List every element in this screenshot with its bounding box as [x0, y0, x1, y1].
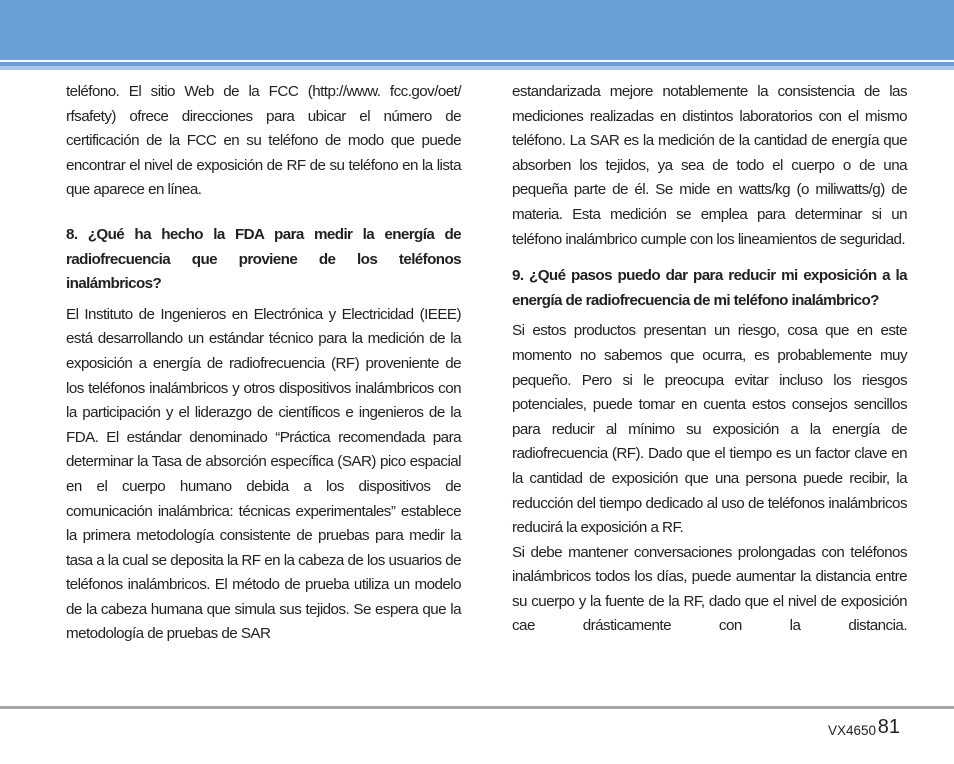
footer-rule	[0, 706, 954, 709]
question-9-heading: 9. ¿Qué pasos puedo dar para reducir mi exposición a la energía de radiofrecuencia de mi teléfono inalámbrico?	[512, 267, 907, 309]
page-number: 81	[877, 716, 900, 738]
header-stripe-light	[0, 66, 954, 70]
question-9-body: Si estos productos presentan un riesgo, cosa que en este momento no sabemos que ocurra, es probablemente muy pequeño. Pero si le preocupa evitar incluso los riesgos potenciales, puede tomar en cuenta estos consejos sencillos para reducir al mínimo su exposición a la energía de radiofrecuencia (RF). Dado que el tiempo es un factor clave en la cantidad de exposición que una persona puede recibir, la reducción del tiempo dedicado al uso de teléfonos inalámbricos reducirá la exposición a RF.	[512, 322, 907, 537]
right-column	[512, 80, 907, 639]
continuation-paragraph: estandarizada mejore notablemente la consistencia de las mediciones realizadas en distintos laboratorios con el mismo teléfono. La SAR es la medición de la cantidad de energía que absorben los tejidos, ya sea de todo el cuerpo o de una pequeña parte de él. Se mide en watts/kg (o miliwatts/g) de materia. Esta medición se emplea para determinar si un teléfono inalámbrico cumple con los lineamientos de seguridad.	[512, 83, 907, 248]
header-band	[0, 0, 954, 60]
question-8-heading: 8. ¿Qué ha hecho la FDA para medir la energía de radiofrecuencia que proviene de los teléfonos inalámbricos?	[66, 225, 461, 293]
footer-model-name: VX4650	[827, 723, 876, 738]
question-9-body-second: Si debe mantener conversaciones prolongadas con teléfonos inalámbricos todos los días, puede aumentar la distancia entre su cuerpo y la fuente de la RF, dado que el nivel de exposición cae drásticamente con la distancia.	[512, 543, 907, 635]
left-column	[66, 80, 461, 647]
question-8-body: El Instituto de Ingenieros en Electrónica y Electricidad (IEEE) está desarrollando un estándar técnico para la medición de la exposición a energía de radiofrecuencia (RF) proveniente de los teléfonos inalámbricos y otros dispositivos inalámbricos con la participación y el liderazgo de científicos e ingenieros de la FDA. El estándar denominado “Práctica recomendada para determinar la Tasa de absorción específica (SAR) pico espacial en el cuerpo humano debida a los dispositivos de comunicación inalámbrica: técnicas experimentales” establece la primera metodología consistente de pruebas para medir la tasa a la cual se deposita la RF en la cabeza de los usuarios de teléfonos inalámbricos. El método de prueba utiliza un modelo de la cabeza humana que simula sus tejidos. Se espera que la metodología de pruebas de SAR	[66, 305, 461, 643]
intro-paragraph: teléfono. El sitio Web de la FCC (http://www. fcc.gov/oet/ rfsafety) ofrece direcciones para ubicar el número de certificación de la FCC en su teléfono de modo que puede encontrar el nivel de exposición de RF de su teléfono en la lista que aparece en línea.	[66, 83, 461, 199]
